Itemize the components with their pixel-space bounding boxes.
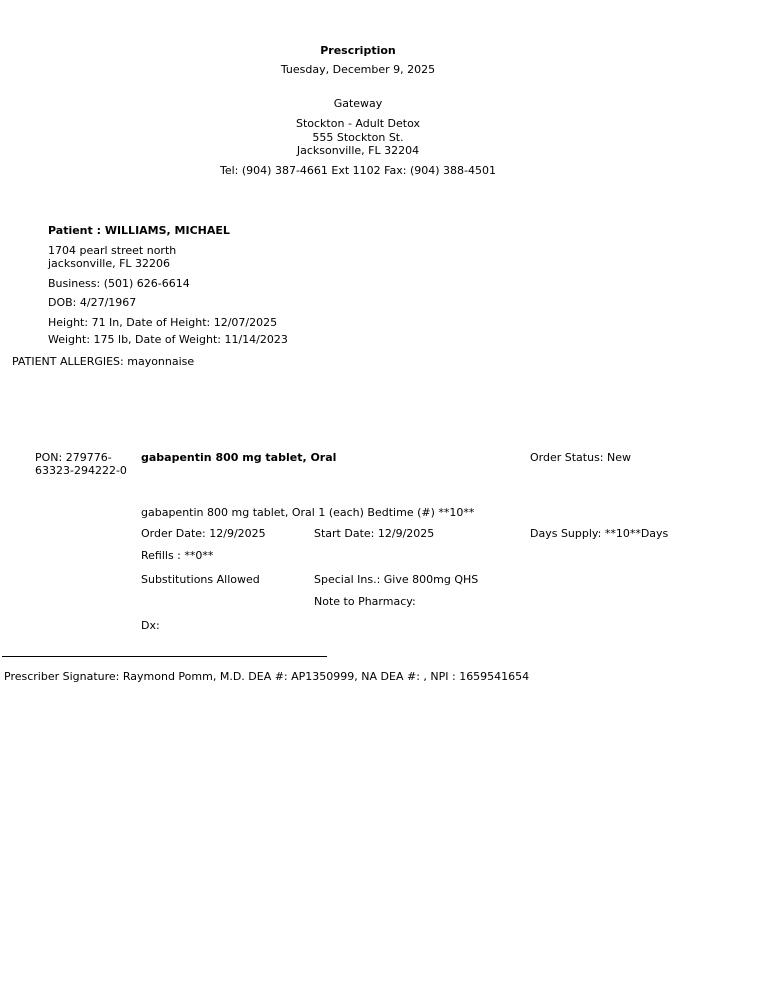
order-pon-line2: 63323-294222-0 [35,464,127,477]
order-substitutions: Substitutions Allowed [141,573,260,586]
order-start-date: Start Date: 12/9/2025 [314,527,435,540]
patient-height: Height: 71 In, Date of Height: 12/07/2025 [48,316,278,329]
patient-name: Patient : WILLIAMS, MICHAEL [48,224,230,237]
order-refills: Refills : **0** [141,549,214,562]
signature-rule [2,656,327,657]
patient-address-line1: 1704 pearl street north [48,244,177,257]
order-special-instructions: Special Ins.: Give 800mg QHS [314,573,479,586]
order-drug-name: gabapentin 800 mg tablet, Oral [141,451,337,464]
order-dx: Dx: [141,619,160,632]
prescriber-signature: Prescriber Signature: Raymond Pomm, M.D. DEA #: AP1350999, NA DEA #: , NPI : 1659541654 [4,670,530,683]
order-date: Order Date: 12/9/2025 [141,527,266,540]
patient-allergies: PATIENT ALLERGIES: mayonnaise [12,355,195,368]
order-sig: gabapentin 800 mg tablet, Oral 1 (each) Bedtime (#) **10** [141,506,475,519]
order-pon-line1: PON: 279776- [35,451,112,464]
document-title: Prescription [320,44,396,57]
patient-weight: Weight: 175 lb, Date of Weight: 11/14/2023 [48,333,288,346]
patient-dob: DOB: 4/27/1967 [48,296,137,309]
facility-group: Gateway [333,97,383,110]
order-days-supply: Days Supply: **10**Days [530,527,669,540]
patient-business-phone: Business: (501) 626-6614 [48,277,190,290]
facility-phone-fax: Tel: (904) 387-4661 Ext 1102 Fax: (904) 388-4501 [220,164,496,177]
document-date: Tuesday, December 9, 2025 [280,63,436,76]
order-status: Order Status: New [530,451,632,464]
facility-address-line2: Jacksonville, FL 32204 [296,144,420,157]
facility-address-line1: 555 Stockton St. [312,131,404,144]
patient-address-line2: jacksonville, FL 32206 [48,257,171,270]
order-note-to-pharmacy: Note to Pharmacy: [314,595,416,608]
facility-name: Stockton - Adult Detox [295,117,421,130]
